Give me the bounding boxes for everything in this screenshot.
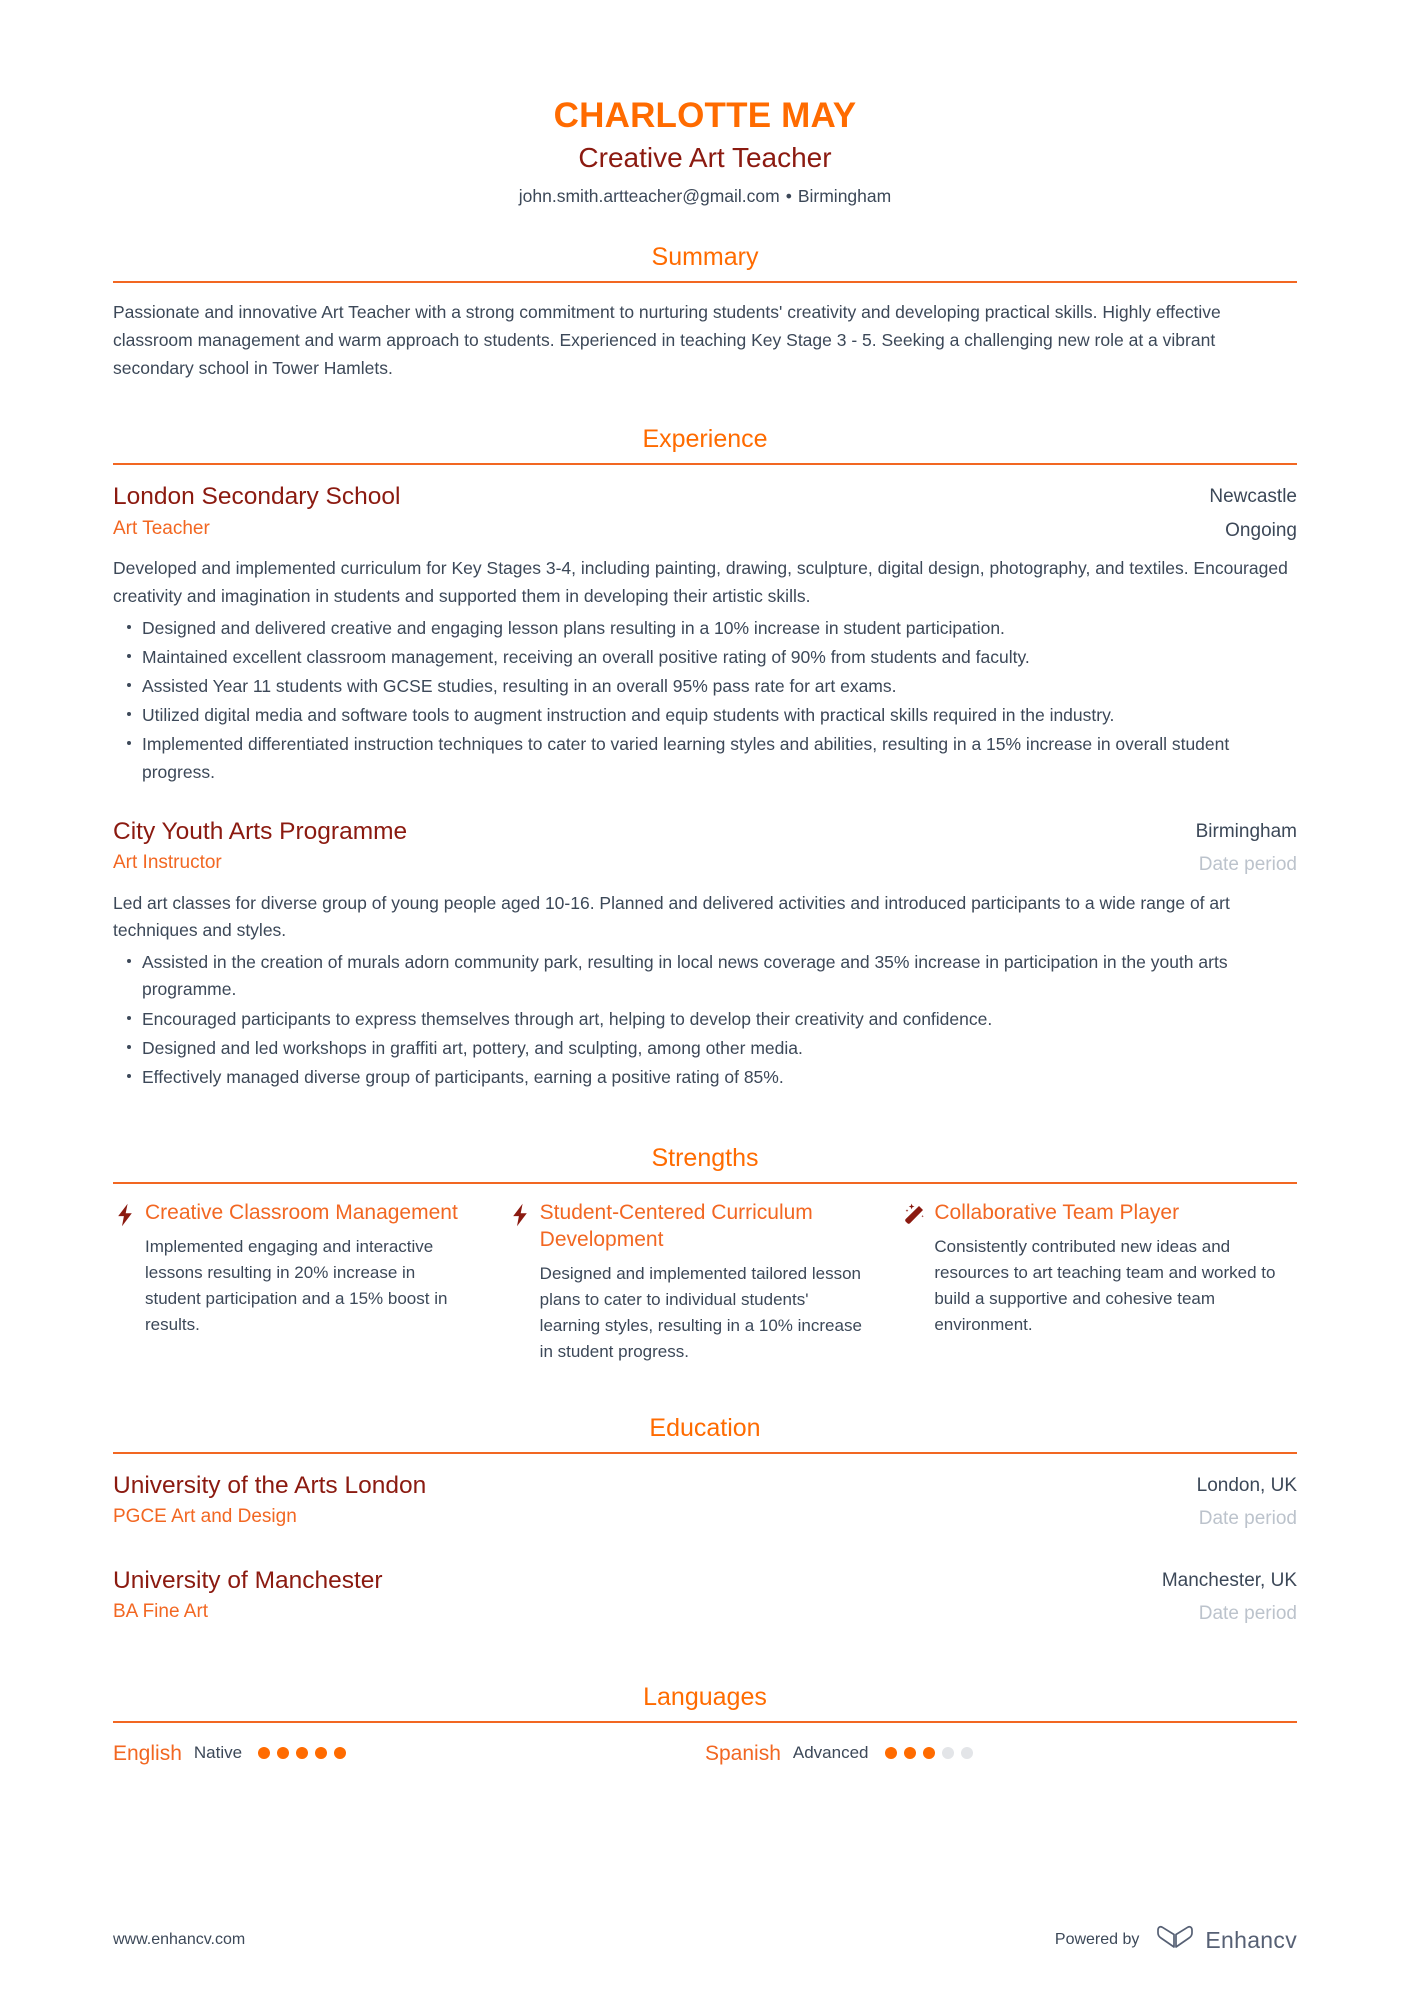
language-item bbox=[113, 1741, 705, 1766]
rating-dot bbox=[942, 1747, 954, 1759]
education-entry bbox=[113, 1470, 1297, 1535]
experience-role-title: Art Teacher bbox=[113, 517, 210, 539]
strength-body bbox=[540, 1200, 863, 1365]
section-title-summary: Summary bbox=[651, 243, 759, 272]
strength-title: Student-Centered Curriculum Development bbox=[539, 1200, 813, 1251]
lightning-bolt-icon bbox=[508, 1203, 532, 1229]
language-name: English bbox=[113, 1741, 182, 1765]
enhancv-logo bbox=[1155, 1925, 1297, 1956]
education-degree: BA Fine Art bbox=[113, 1601, 209, 1623]
strength-item bbox=[508, 1200, 903, 1365]
strength-title: Collaborative Team Player bbox=[934, 1200, 1180, 1224]
rating-dot bbox=[904, 1747, 916, 1759]
rating-dot bbox=[277, 1747, 289, 1759]
rating-dot bbox=[923, 1747, 935, 1759]
contact-separator: • bbox=[785, 185, 792, 206]
language-proficiency-label: Advanced bbox=[792, 1743, 869, 1763]
experience-location: Birmingham bbox=[1195, 820, 1297, 842]
contact-location: Birmingham bbox=[797, 185, 892, 206]
summary-body bbox=[113, 283, 1297, 382]
education-entry-list bbox=[113, 1454, 1297, 1630]
rating-dot bbox=[258, 1747, 270, 1759]
entry-header-left bbox=[113, 816, 1196, 878]
strength-description: Designed and implemented tailored lesson plans to cater to individual students' learning styles, resulting in a 10% increase in student progress. bbox=[539, 1263, 862, 1361]
entry-header-right bbox=[1209, 481, 1297, 546]
education-entry bbox=[113, 1565, 1297, 1630]
contact-line bbox=[113, 184, 1297, 209]
experience-organization-name: City Youth Arts Programme bbox=[113, 817, 408, 845]
enhancv-mark-icon bbox=[1155, 1925, 1195, 1956]
entry-header-left bbox=[113, 1565, 1162, 1627]
strength-description: Consistently contributed new ideas and resources to art teaching team and worked to build a supportive and cohesive team environment. bbox=[934, 1236, 1276, 1334]
languages-grid bbox=[113, 1723, 1297, 1766]
rating-dot bbox=[961, 1747, 973, 1759]
language-rating-dots bbox=[885, 1747, 980, 1759]
language-rating-dots bbox=[258, 1747, 353, 1759]
experience-organization-name: London Secondary School bbox=[113, 483, 401, 511]
section-experience bbox=[113, 424, 1297, 1091]
experience-bullet-item: Maintained excellent classroom management, receiving an overall positive rating of 90% from students and faculty. bbox=[125, 644, 1297, 671]
strength-item bbox=[902, 1200, 1297, 1365]
experience-bullet-item: Implemented differentiated instruction techniques to cater to varied learning styles and abilities, resulting in a 15% increase in overall student progress. bbox=[125, 731, 1297, 785]
education-institution-name: University of the Arts London bbox=[113, 1471, 427, 1499]
strength-title: Creative Classroom Management bbox=[145, 1200, 458, 1224]
section-title-languages: Languages bbox=[643, 1682, 767, 1711]
powered-by-label: Powered by bbox=[1054, 1931, 1140, 1948]
section-title-education: Education bbox=[649, 1413, 761, 1442]
entry-header bbox=[113, 481, 1297, 546]
entry-header bbox=[113, 816, 1297, 881]
education-date: Date period bbox=[1198, 1603, 1297, 1625]
rating-dot bbox=[315, 1747, 327, 1759]
section-strengths bbox=[113, 1143, 1297, 1365]
experience-location: Newcastle bbox=[1209, 486, 1297, 508]
section-summary bbox=[113, 242, 1297, 382]
experience-bullet-list bbox=[113, 615, 1297, 786]
experience-entry bbox=[113, 481, 1297, 785]
experience-entry bbox=[113, 816, 1297, 1091]
experience-description: Developed and implemented curriculum for Key Stages 3-4, including painting, drawing, sculpture, digital design, photography, and textiles. Encouraged creativity and imagination in students and supported them in developing their artistic skills. bbox=[113, 558, 1288, 606]
strength-description: Implemented engaging and interactive lessons resulting in 20% increase in student participation and a 15% boost in results. bbox=[145, 1236, 448, 1334]
education-location: London, UK bbox=[1196, 1474, 1297, 1496]
experience-bullet-item: Designed and led workshops in graffiti art, pottery, and sculpting, among other media. bbox=[125, 1035, 1297, 1062]
language-item bbox=[705, 1741, 1297, 1766]
education-institution-name: University of Manchester bbox=[113, 1566, 383, 1594]
candidate-name: CHARLOTTE MAY bbox=[553, 96, 857, 135]
strength-item bbox=[113, 1200, 508, 1365]
entry-header-right bbox=[1196, 816, 1297, 881]
rating-dot bbox=[334, 1747, 346, 1759]
entry-header-right bbox=[1162, 1565, 1297, 1630]
resume-footer bbox=[113, 1885, 1297, 1995]
experience-bullet-item: Assisted in the creation of murals adorn community park, resulting in local news coverage and 35% increase in participation in the youth arts programme. bbox=[125, 949, 1297, 1003]
entry-header-right bbox=[1197, 1470, 1297, 1535]
experience-bullet-item: Utilized digital media and software tools to augment instruction and equip students with practical skills required in the industry. bbox=[125, 702, 1297, 729]
enhancv-wordmark: Enhancv bbox=[1205, 1926, 1297, 1953]
experience-bullet-item: Designed and delivered creative and engaging lesson plans resulting in a 10% increase in student participation. bbox=[125, 615, 1297, 642]
entry-header-left bbox=[113, 481, 1209, 543]
section-title-strengths: Strengths bbox=[651, 1143, 759, 1172]
experience-entry-list bbox=[113, 465, 1297, 1091]
strength-body bbox=[145, 1200, 468, 1338]
rating-dot bbox=[296, 1747, 308, 1759]
experience-bullet-item: Effectively managed diverse group of participants, earning a positive rating of 85%. bbox=[125, 1064, 1297, 1091]
entry-header-left bbox=[113, 1470, 1197, 1532]
experience-bullet-item: Encouraged participants to express themselves through art, helping to develop their creativity and confidence. bbox=[125, 1006, 1297, 1033]
experience-bullet-list bbox=[113, 949, 1297, 1091]
strength-body bbox=[934, 1200, 1297, 1338]
education-location: Manchester, UK bbox=[1161, 1569, 1297, 1591]
strengths-grid bbox=[113, 1184, 1297, 1365]
experience-description: Led art classes for diverse group of young people aged 10-16. Planned and delivered activities and introduced participants to a wide range of art techniques and styles. bbox=[113, 892, 1230, 940]
section-title-experience: Experience bbox=[642, 425, 768, 454]
footer-website-link[interactable]: www.enhancv.com bbox=[113, 1931, 246, 1948]
lightning-bolt-icon bbox=[113, 1203, 137, 1229]
experience-role-title: Art Instructor bbox=[113, 851, 222, 873]
contact-email[interactable]: john.smith.artteacher@gmail.com bbox=[518, 185, 780, 206]
magic-wand-icon bbox=[902, 1203, 926, 1229]
entry-header bbox=[113, 1470, 1297, 1535]
entry-header bbox=[113, 1565, 1297, 1630]
education-date: Date period bbox=[1198, 1507, 1297, 1529]
language-proficiency-label: Native bbox=[193, 1743, 243, 1763]
candidate-job-title: Creative Art Teacher bbox=[578, 142, 832, 173]
rating-dot bbox=[885, 1747, 897, 1759]
experience-date: Date period bbox=[1198, 853, 1297, 875]
footer-branding bbox=[1055, 1925, 1297, 1956]
section-languages bbox=[113, 1682, 1297, 1766]
experience-bullet-item: Assisted Year 11 students with GCSE studies, resulting in an overall 95% pass rate for art exams. bbox=[125, 673, 1297, 700]
education-degree: PGCE Art and Design bbox=[113, 1505, 297, 1527]
summary-text: Passionate and innovative Art Teacher with a strong commitment to nurturing students' creativity and developing practical skills. Highly effective classroom management and warm approach to students. Experienced in teaching Key Stage 3 - 5. Seeking a challenging new role at a vibrant secondary school in Tower Hamlets. bbox=[113, 302, 1221, 378]
resume-header bbox=[113, 0, 1297, 208]
experience-date: Ongoing bbox=[1225, 519, 1297, 541]
language-name: Spanish bbox=[705, 1741, 781, 1765]
section-education bbox=[113, 1413, 1297, 1630]
